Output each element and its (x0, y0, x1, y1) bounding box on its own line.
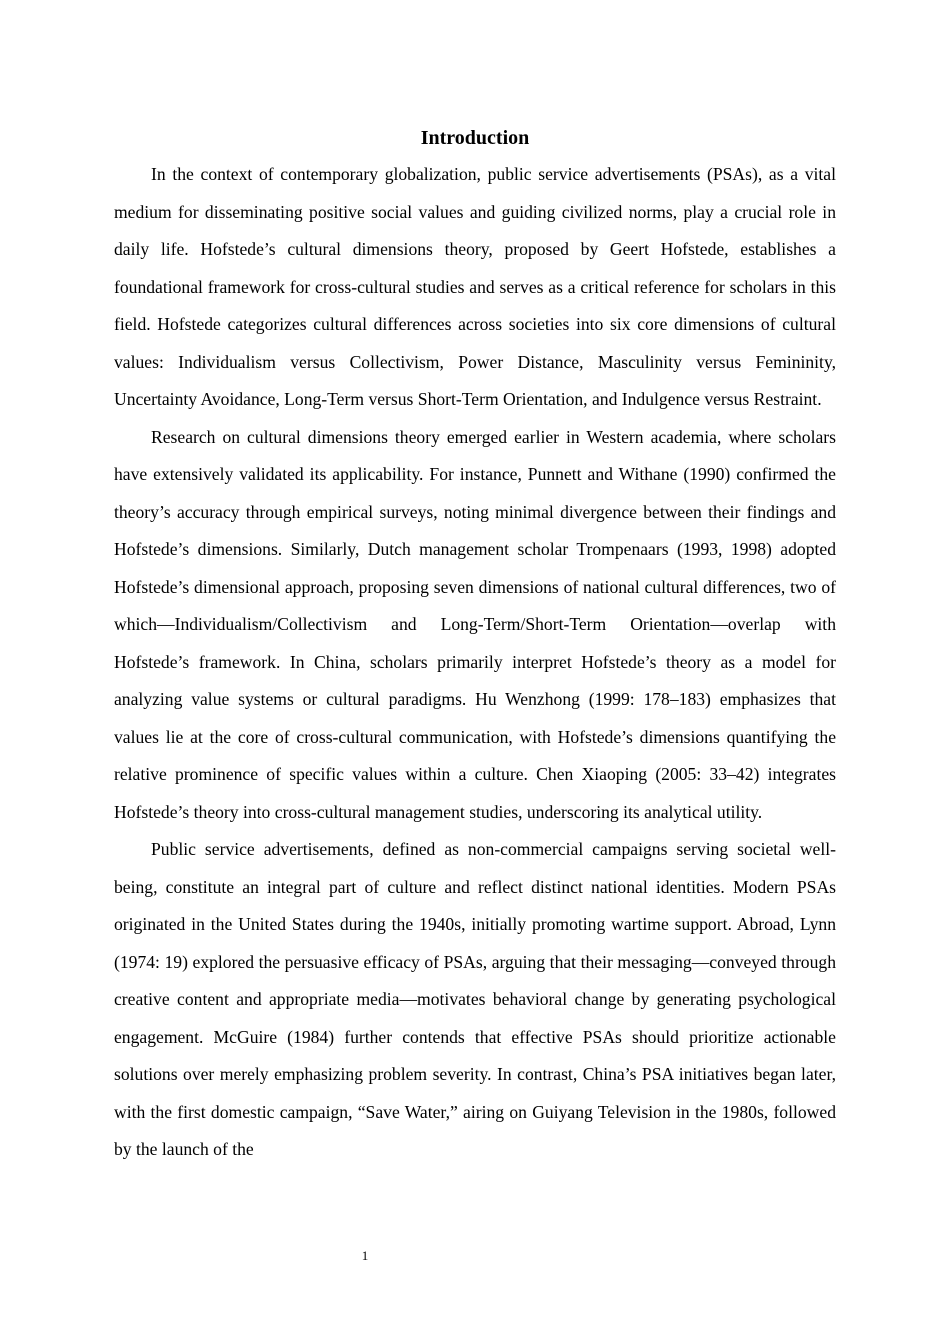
page-number: 1 (361, 1248, 369, 1263)
section-title: Introduction (420, 127, 530, 150)
paragraph-2: Research on cultural dimensions theory emerged earlier in Western academia, where scholars have extensively validated its applicability. For instance, Punnett and Withane (1990) confirmed the theory’s accuracy through empirical surveys, noting minimal divergence between their findings and Hofstede’s dimensions. Similarly, Dutch management scholar Trompenaars (1993, 1998) adopted Hofstede’s dimensional approach, proposing seven dimensions of national cultural differences, two of which—Individualism/Collectivism and Long-Term/Short-Term Orientation—overlap with Hofstede’s framework. In China, scholars primarily interpret Hofstede’s theory as a model for analyzing value systems or cultural paradigms. Hu Wenzhong (1999: 178–183) emphasizes that values lie at the core of cross-cultural communication, with Hofstede’s dimensions quantifying the relative prominence of specific values within a culture. Chen Xiaoping (2005: 33–42) integrates Hofstede’s theory into cross-cultural management studies, underscoring its analytical utility. (114, 426, 836, 822)
paragraph-3: Public service advertisements, defined as non-commercial campaigns serving societal well-being, constitute an integral part of culture and reflect distinct national identities. Modern PSAs originated in the United States during the 1940s, initially promoting wartime support. Abroad, Lynn (1974: 19) explored the persuasive efficacy of PSAs, arguing that their messaging—conveyed through creative content and appropriate media—motivates behavioral change by generating psychological engagement. McGuire (1984) further contends that effective PSAs should prioritize actionable solutions over merely emphasizing problem severity. In contrast, China’s PSA initiatives began later, with the first domestic campaign, “Save Water,” airing on Guiyang Television in the 1980s, followed by the launch of the (114, 839, 836, 1159)
paragraph-1: In the context of contemporary globalization, public service advertisements (PSAs), as a vital medium for disseminating positive social values and guiding civilized norms, play a crucial role in daily life. Hofstede’s cultural dimensions theory, proposed by Geert Hofstede, establishes a foundational framework for cross-cultural studies and serves as a critical reference for scholars in this field. Hofstede categorizes cultural differences across societies into six core dimensions of cultural values: Individualism versus Collectivism, Power Distance, Masculinity versus Femininity, Uncertainty Avoidance, Long-Term versus Short-Term Orientation, and Indulgence versus Restraint. (114, 164, 836, 409)
body-text (114, 156, 836, 1169)
